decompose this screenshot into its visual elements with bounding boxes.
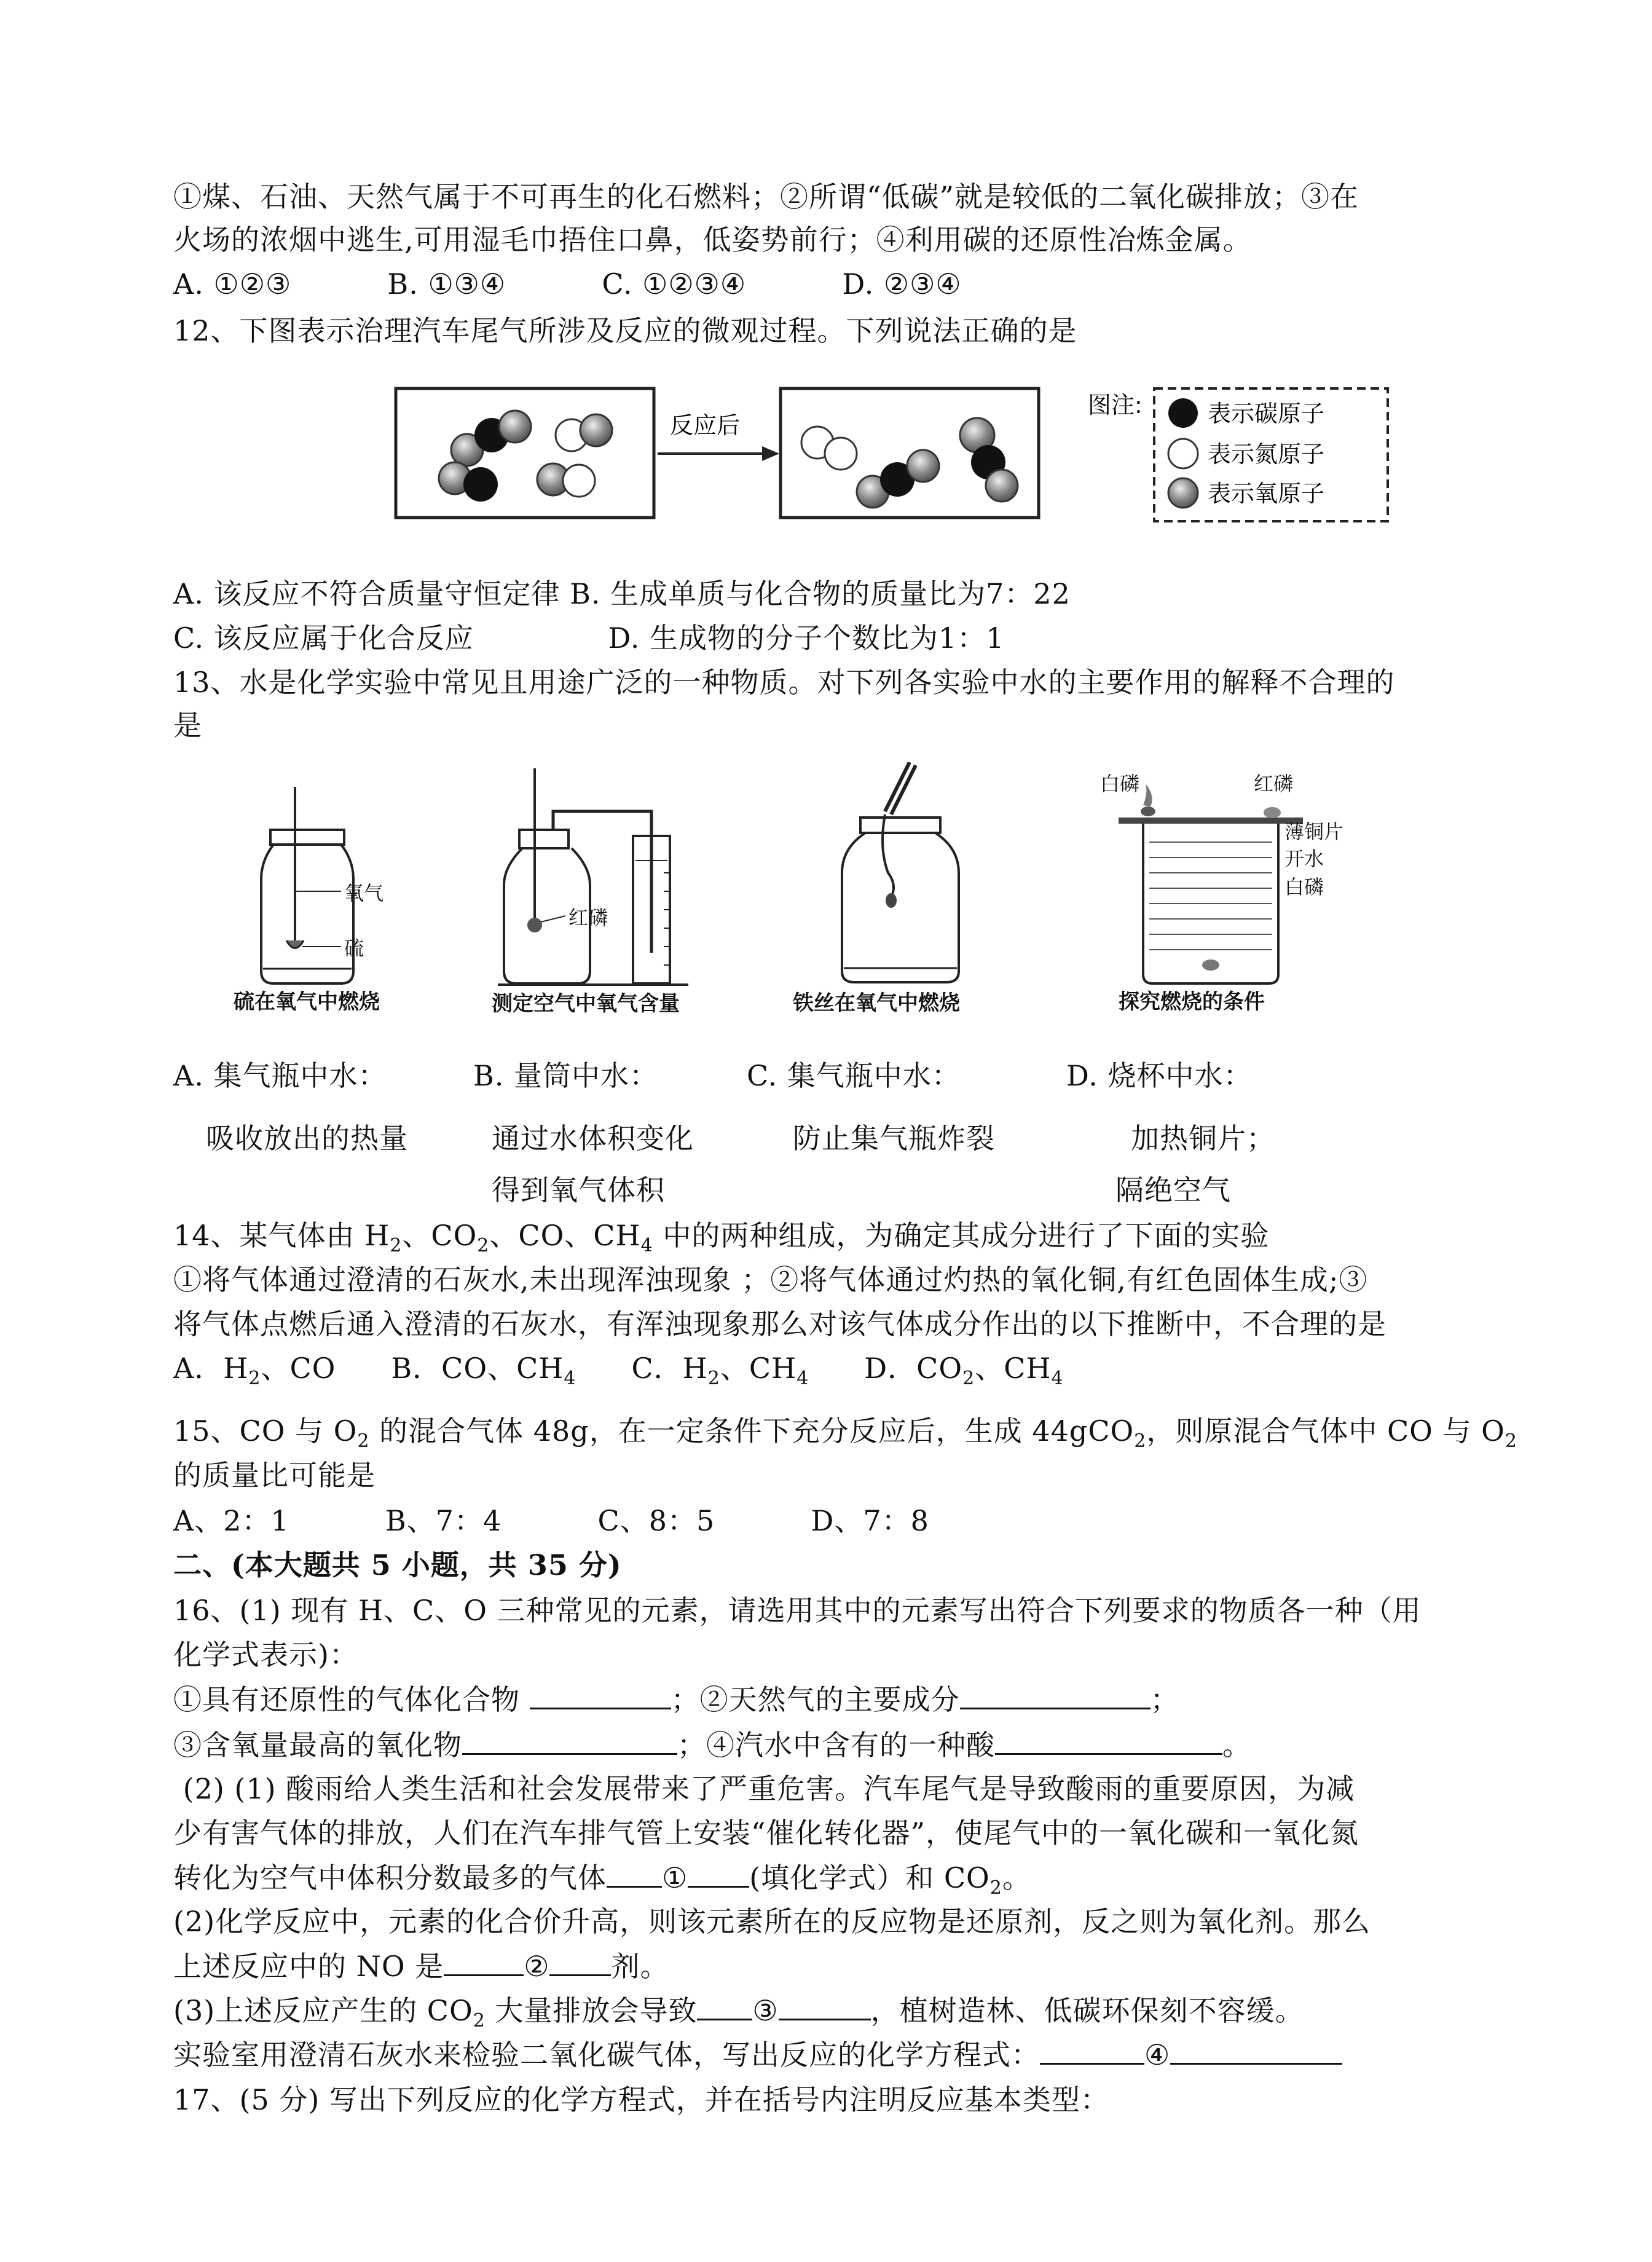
q16-l7a: 转化为空气中体积分数最多的气体 xyxy=(173,1861,607,1894)
q14-stem-a: 14、某气体由 H xyxy=(173,1219,390,1252)
q14-opt-a: A．H xyxy=(173,1352,249,1385)
q16-line1: 16、(1) 现有 H、C、O 三种常见的元素，请选用其中的元素写出符合下列要求的物质各一种（用 xyxy=(173,1594,1422,1627)
q16-l11n: ④ xyxy=(1144,2038,1171,2071)
q11-line1: ①煤、石油、天然气属于不可再生的化石燃料；②所谓“低碳”就是较低的二氧化碳排放；③在 xyxy=(173,180,1359,213)
q14-stem-d: 中的两种组成，为确定其成分进行了下面的实验 xyxy=(653,1219,1270,1252)
caption-iron: 铁丝在氧气中燃烧 xyxy=(793,991,960,1015)
answer-blank-7a[interactable] xyxy=(697,1992,752,2020)
before-molecules xyxy=(439,411,612,502)
q15-sub: 2 xyxy=(1134,1430,1147,1452)
q15-sub: 2 xyxy=(357,1430,370,1452)
q16-l10a: (3)上述反应产生的 CO xyxy=(173,1994,473,2027)
label-oxygen: 氧气 xyxy=(344,881,384,905)
figure-combustion-conditions xyxy=(1100,768,1358,1014)
q14-options xyxy=(173,1350,1064,1390)
caption-combustion: 探究燃烧的条件 xyxy=(1119,990,1265,1014)
q12-option-cd: C. 该反应属于化合反应 D. 生成物的分子个数比为1：1 xyxy=(173,621,1005,655)
q16-l10n: ③ xyxy=(752,1994,779,2027)
carbon-atom-icon xyxy=(1168,398,1198,428)
reaction-diagram xyxy=(393,381,1401,529)
q13-option-d-body1: 加热铜片； xyxy=(1131,1122,1275,1155)
q15-line1 xyxy=(173,1413,1517,1452)
q15-options: A、2：1 B、7：4 C、8：5 D、7：8 xyxy=(173,1504,929,1537)
q13-option-c-head: C. 集气瓶中水： xyxy=(747,1059,961,1092)
q14-sub: 2 xyxy=(248,1368,261,1390)
answer-blank-5a[interactable] xyxy=(607,1859,662,1888)
q16-sub: 2 xyxy=(473,2010,486,2032)
q13-option-b-body1: 通过水体积变化 xyxy=(492,1122,694,1155)
q14-opt-d2: 、CH xyxy=(975,1352,1052,1385)
q14-sub: 4 xyxy=(796,1368,809,1390)
q14-opt-a2: 、CO xyxy=(261,1352,336,1385)
answer-blank-1[interactable] xyxy=(530,1681,671,1709)
answer-blank-2[interactable] xyxy=(960,1681,1150,1709)
q13-option-d-body2: 隔绝空气 xyxy=(1115,1173,1231,1207)
q14-line2: ①将气体通过澄清的石灰水,未出现浑浊现象 ；②将气体通过灼热的氧化铜,有红色固体生成;③ xyxy=(173,1263,1368,1296)
q15-sub: 2 xyxy=(1504,1430,1517,1452)
q13-option-a-body: 吸收放出的热量 xyxy=(206,1122,408,1155)
section-2-heading: 二、(本大题共 5 小题，共 35 分) xyxy=(173,1548,622,1582)
label-hot-water: 开水 xyxy=(1284,847,1324,870)
answer-blank-8a[interactable] xyxy=(1040,2036,1144,2065)
q16-line3 xyxy=(173,1681,1179,1718)
label-copper-sheet: 薄铜片 xyxy=(1284,820,1344,843)
q16-line6: 少有害气体的排放，人们在汽车排气管上安装“催化转化器”，使尾气中的一氧化碳和一氧化氮 xyxy=(173,1816,1359,1850)
caption-oxygen-content: 测定空气中氧气含量 xyxy=(492,991,680,1016)
q14-opt-c: C．H xyxy=(631,1352,708,1385)
q13-stem-line1: 13、水是化学实验中常见且用途广泛的一种物质。对下列各实验中水的主要作用的解释不合理的 xyxy=(173,666,1395,699)
q16-l7b: (填化学式）和 CO xyxy=(749,1861,990,1894)
q16-line9 xyxy=(173,1947,669,1985)
q14-sub: 2 xyxy=(707,1368,720,1390)
reaction-diagram-svg xyxy=(393,381,1401,529)
q16-l3c: ； xyxy=(1150,1683,1179,1716)
caption-sulfur: 硫在氧气中燃烧 xyxy=(234,990,380,1014)
q16-line4 xyxy=(173,1726,1251,1763)
jar-sulfur-svg xyxy=(227,787,412,1014)
q16-l10b: 大量排放会导致 xyxy=(485,1994,698,2027)
oxygen-content-svg xyxy=(486,768,713,1014)
label-white-phosphorus-bottom: 白磷 xyxy=(1284,875,1324,899)
q16-l10c: ，植树造林、低碳环保刻不容缓。 xyxy=(870,1994,1304,2027)
answer-blank-4[interactable] xyxy=(995,1726,1222,1755)
q13-option-d-head: D. 烧杯中水： xyxy=(1066,1059,1253,1092)
q14-sub: 2 xyxy=(390,1235,403,1257)
q16-l9n: ② xyxy=(524,1950,550,1983)
legend-carbon: 表示碳原子 xyxy=(1208,400,1325,427)
q11-options: A. ①②③ B. ①③④ C. ①②③④ D. ②③④ xyxy=(173,267,962,301)
before-box xyxy=(396,388,654,518)
label-red-phosphorus-top: 红磷 xyxy=(1254,772,1294,795)
q16-l4c: 。 xyxy=(1222,1728,1251,1762)
q16-l7c: 。 xyxy=(1002,1861,1031,1894)
oxygen-atom-icon xyxy=(1168,478,1198,508)
q15-l1c: ，则原混合气体中 CO 与 O xyxy=(1146,1414,1505,1448)
q13-stem-line2: 是 xyxy=(173,709,202,742)
q13-option-b-head: B. 量筒中水： xyxy=(473,1059,659,1092)
q15-line2: 的质量比可能是 xyxy=(173,1459,376,1492)
q16-l7n: ① xyxy=(662,1861,688,1894)
label-sulfur: 硫 xyxy=(344,937,364,960)
nitrogen-atom-icon xyxy=(1168,439,1198,468)
q14-line3: 将气体点燃后通入澄清的石灰水，有浑浊现象那么对该气体成分作出的以下推断中，不合理的是 xyxy=(173,1307,1386,1341)
answer-blank-7b[interactable] xyxy=(779,1992,871,2020)
q16-line10 xyxy=(173,1992,1304,2032)
q14-opt-b: B．CO、CH xyxy=(391,1352,564,1385)
q14-stem xyxy=(173,1217,1270,1257)
answer-blank-3[interactable] xyxy=(462,1726,677,1755)
q14-sub: 4 xyxy=(1051,1368,1064,1390)
figure-iron-burning xyxy=(793,762,1014,1014)
answer-blank-6a[interactable] xyxy=(444,1947,524,1976)
q16-l9a: 上述反应中的 NO 是 xyxy=(173,1950,444,1983)
q11-line2: 火场的浓烟中逃生,可用湿毛巾捂住口鼻，低姿势前行；④利用碳的还原性冶炼金属。 xyxy=(173,223,1252,256)
q16-l4a: ③含氧量最高的氧化物 xyxy=(173,1728,462,1762)
q14-sub: 4 xyxy=(640,1235,653,1257)
q16-sub: 2 xyxy=(989,1877,1002,1899)
legend-title: 图注: xyxy=(1088,392,1143,419)
q13-option-a-head: A. 集气瓶中水： xyxy=(173,1059,387,1092)
legend-nitrogen: 表示氮原子 xyxy=(1208,441,1325,468)
q14-sub: 2 xyxy=(477,1235,490,1257)
q16-l11a: 实验室用澄清石灰水来检验二氧化碳气体，写出反应的化学方程式： xyxy=(173,2038,1040,2071)
q14-sub: 4 xyxy=(564,1368,576,1390)
q16-line7 xyxy=(173,1859,1031,1899)
iron-burning-svg xyxy=(793,762,1014,1014)
after-molecules xyxy=(801,418,1018,508)
q14-stem-b: 、CO xyxy=(402,1219,478,1252)
q16-l4b: ；④汽水中含有的一种酸 xyxy=(677,1728,995,1762)
q14-stem-c: 、CO、CH xyxy=(489,1219,641,1252)
q16-line2: 化学式表示)： xyxy=(173,1638,358,1671)
answer-blank-5b[interactable] xyxy=(688,1859,749,1888)
legend-oxygen: 表示氧原子 xyxy=(1208,480,1325,507)
q16-l9b: 剂。 xyxy=(611,1950,669,1983)
arrow-label: 反应后 xyxy=(670,412,741,439)
answer-blank-6b[interactable] xyxy=(549,1947,611,1976)
figure-sulfur-burning xyxy=(227,787,412,1014)
q16-l3a: ①具有还原性的气体化合物 xyxy=(173,1683,530,1716)
q15-l1b: 的混合气体 48g，在一定条件下充分反应后，生成 44gCO xyxy=(369,1414,1135,1448)
q13-option-b-body2: 得到氧气体积 xyxy=(492,1173,665,1207)
q16-line11 xyxy=(173,2036,1342,2073)
q12-option-ab: A. 该反应不符合质量守恒定律 B. 生成单质与化合物的质量比为7：22 xyxy=(173,577,1071,610)
q16-line5: (2) (1) 酸雨给人类生活和社会发展带来了严重危害。汽车尾气是导致酸雨的重要原因，为减 xyxy=(173,1772,1355,1805)
q13-option-c-body: 防止集气瓶炸裂 xyxy=(793,1122,995,1155)
q12-stem: 12、下图表示治理汽车尾气所涉及反应的微观过程。下列说法正确的是 xyxy=(173,314,1077,347)
q14-sub: 2 xyxy=(962,1368,975,1390)
q14-opt-d: D．CO xyxy=(864,1352,963,1385)
q14-opt-c2: 、CH xyxy=(720,1352,797,1385)
q16-l3b: ；②天然气的主要成分 xyxy=(671,1683,960,1716)
q15-l1a: 15、CO 与 O xyxy=(173,1414,358,1448)
q17-stem: 17、(5 分) 写出下列反应的化学方程式，并在括号内注明反应基本类型： xyxy=(173,2083,1109,2116)
q16-line8: (2)化学反应中，元素的化合价升高，则该元素所在的反应物是还原剂，反之则为氧化剂。那么 xyxy=(173,1905,1371,1938)
answer-blank-8b[interactable] xyxy=(1170,2036,1342,2065)
label-white-phosphorus-top: 白磷 xyxy=(1100,772,1140,795)
label-red-phosphorus: 红磷 xyxy=(568,906,608,929)
figure-oxygen-content xyxy=(486,768,713,1014)
